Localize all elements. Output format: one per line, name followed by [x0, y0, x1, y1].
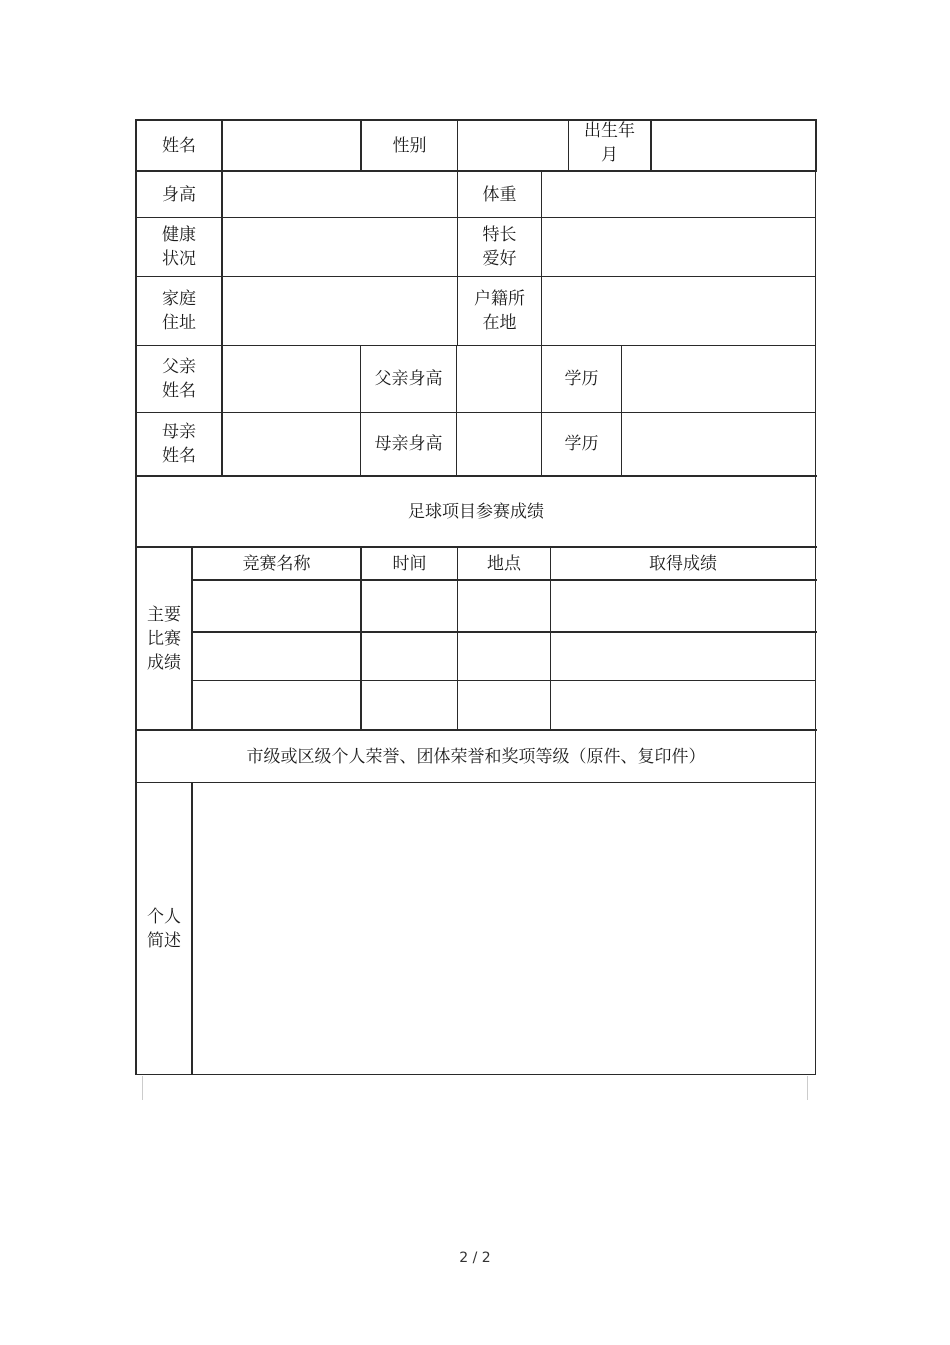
table-stub-right — [807, 1076, 808, 1100]
honors-title: 市级或区级个人荣誉、团体荣誉和奖项等级（原件、复印件） — [246, 746, 706, 767]
result-cell[interactable] — [362, 581, 457, 631]
hobby-field[interactable] — [542, 218, 815, 276]
result-cell[interactable] — [458, 681, 550, 729]
name-field[interactable] — [223, 121, 360, 170]
col-header-result: 取得成绩 — [649, 553, 717, 574]
mother-name-field[interactable] — [223, 413, 360, 475]
result-cell[interactable] — [458, 581, 550, 631]
mother-edu-label: 学历 — [564, 434, 599, 454]
birth-label: 出生年 月 — [584, 120, 635, 165]
name-label: 姓名 — [162, 135, 196, 156]
section-title: 足球项目参赛成绩 — [408, 501, 544, 522]
result-cell[interactable] — [193, 581, 360, 631]
intro-label: 个人 简述 — [147, 906, 181, 951]
father-name-field[interactable] — [223, 346, 360, 412]
table-stub-left — [142, 1076, 143, 1100]
result-cell[interactable] — [362, 633, 457, 680]
address-label: 家庭 住址 — [162, 289, 196, 333]
col-header-time: 时间 — [392, 553, 427, 574]
hukou-field[interactable] — [542, 277, 815, 345]
height-field[interactable] — [223, 172, 457, 217]
result-cell[interactable] — [551, 633, 815, 680]
gender-label: 性别 — [392, 135, 427, 156]
col-header-competition: 竞赛名称 — [242, 553, 311, 574]
health-label: 健康 状况 — [162, 225, 196, 269]
col-header-location: 地点 — [487, 553, 521, 574]
father-height-label: 父亲身高 — [374, 369, 443, 389]
father-edu-label: 学历 — [564, 369, 599, 389]
father-height-field[interactable] — [457, 346, 541, 412]
result-cell[interactable] — [458, 633, 550, 680]
weight-field[interactable] — [542, 172, 815, 217]
mother-edu-field[interactable] — [622, 413, 815, 475]
result-cell[interactable] — [362, 681, 457, 729]
result-cell[interactable] — [193, 633, 360, 680]
address-field[interactable] — [223, 277, 457, 345]
intro-field[interactable] — [193, 783, 815, 1074]
mother-name-label: 母亲 姓名 — [162, 422, 196, 466]
gender-field[interactable] — [458, 121, 568, 170]
birth-field[interactable] — [652, 121, 815, 170]
result-cell[interactable] — [193, 681, 360, 729]
mother-height-field[interactable] — [457, 413, 541, 475]
page-number: 2 / 2 — [459, 1250, 491, 1266]
health-field[interactable] — [223, 218, 457, 276]
height-label: 身高 — [162, 184, 196, 205]
father-edu-field[interactable] — [622, 346, 815, 412]
table-border-right — [815, 119, 817, 171]
mother-height-label: 母亲身高 — [374, 434, 443, 454]
table-border-right — [815, 171, 816, 1075]
weight-label: 体重 — [482, 184, 517, 205]
table-border-bottom — [135, 1074, 816, 1075]
result-cell[interactable] — [551, 681, 815, 729]
result-cell[interactable] — [551, 581, 815, 631]
hukou-label: 户籍所 在地 — [474, 289, 525, 333]
father-name-label: 父亲 姓名 — [162, 357, 196, 401]
results-side-label: 主要 比赛 成绩 — [147, 604, 181, 673]
hobby-label: 特长 爱好 — [482, 225, 517, 269]
